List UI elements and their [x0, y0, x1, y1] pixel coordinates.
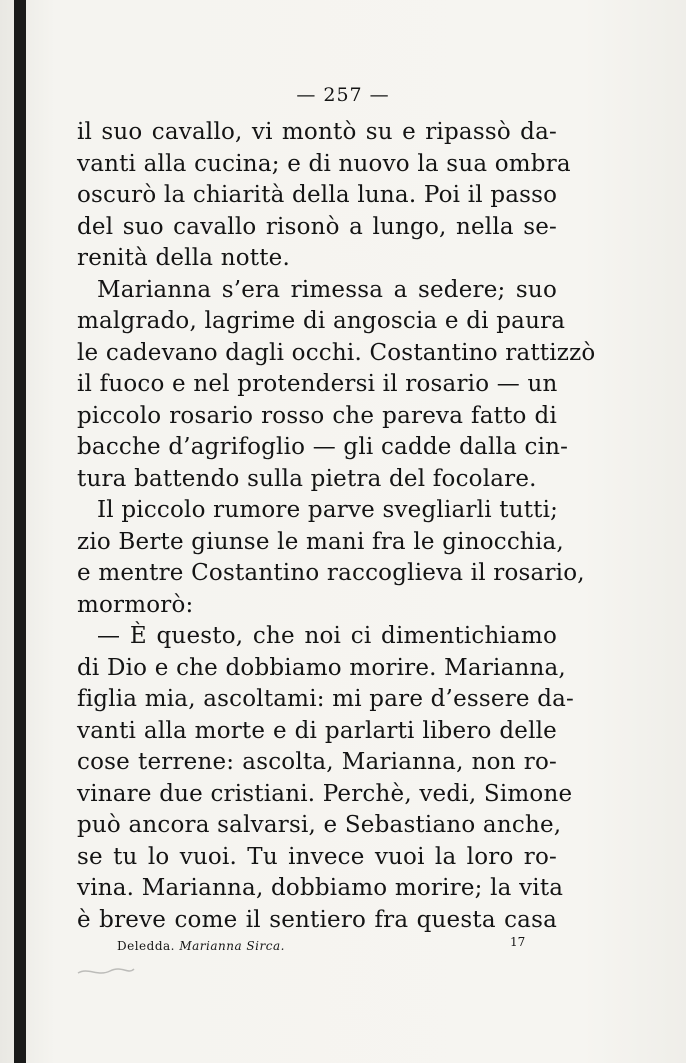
text-line: vanti alla cucina; e di nuovo la sua ombra — [77, 150, 571, 177]
text-line: figlia mia, ascoltami: mi pare d’essere da- — [77, 686, 575, 712]
text-line: del suo cavallo risonò a lungo, nella se- — [77, 213, 557, 240]
text-line: Marianna s’era rimessa a sedere; suo — [97, 276, 557, 303]
text-line: Il piccolo rumore parve svegliarli tutti; — [97, 497, 559, 523]
text-line: il fuoco e nel protendersi il rosario — un — [77, 371, 558, 397]
footer-title: Marianna Sirca. — [179, 939, 285, 953]
text-line: tura battendo sulla pietra del focolare. — [77, 465, 537, 492]
text-line: oscurò la chiarità della luna. Poi il passo — [77, 182, 558, 208]
text-line: vinare due cristiani. Perchè, vedi, Simone — [77, 780, 573, 807]
text-line: bacche d’agrifoglio — gli cadde dalla cin- — [77, 434, 569, 460]
text-line: e mentre Costantino raccoglieva il rosario, — [77, 560, 585, 586]
text-line: malgrado, lagrime di angoscia e di paura — [77, 308, 566, 334]
text-line: di Dio e che dobbiamo morire. Marianna, — [77, 654, 566, 681]
text-line: vina. Marianna, dobbiamo morire; la vita — [77, 875, 564, 901]
text-line: — È questo, che noi ci dimentichiamo — [97, 623, 557, 649]
text-line: può ancora salvarsi, e Sebastiano anche, — [77, 812, 562, 838]
body-text — [77, 117, 596, 936]
text-line: vanti alla morte e di parlarti libero delle — [77, 717, 557, 744]
text-line: piccolo rosario rosso che pareva fatto di — [77, 402, 557, 429]
footer-author: Deledda. — [117, 939, 175, 953]
text-line: cose terrene: ascolta, Marianna, non ro- — [77, 749, 557, 775]
footer-signature — [117, 939, 285, 953]
text-line: renità della notte. — [77, 245, 290, 271]
signature-mark: 17 — [510, 935, 526, 949]
text-line: se tu lo vuoi. Tu invece vuoi la loro ro- — [77, 843, 557, 870]
page-number: — 257 — — [296, 84, 390, 106]
text-line: è breve come il sentiero fra questa casa — [77, 906, 557, 933]
text-line: il suo cavallo, vi montò su e ripassò da- — [77, 119, 557, 145]
text-line: zio Berte giunse le mani fra le ginocchia, — [77, 528, 564, 555]
text-line: le cadevano dagli occhi. Costantino rattizzò — [77, 339, 596, 366]
text-line: mormorò: — [77, 591, 194, 618]
ink-smudge — [76, 965, 136, 979]
binding-edge — [14, 0, 26, 1063]
